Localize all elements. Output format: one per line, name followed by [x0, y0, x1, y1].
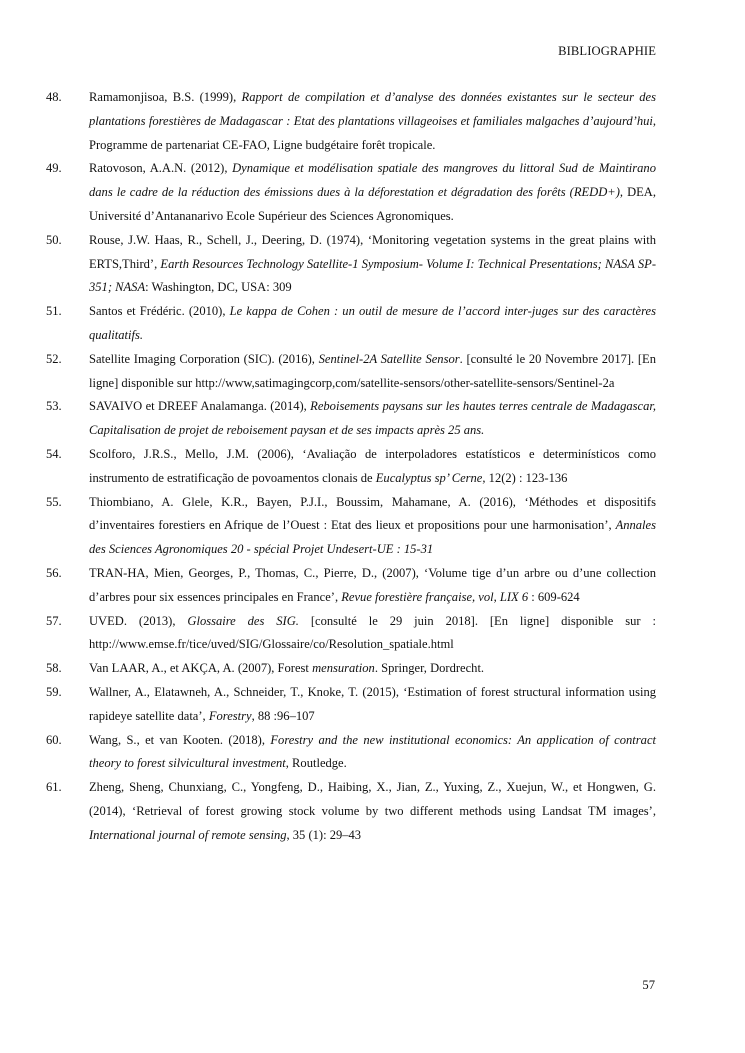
- citation-italic-segment: Reboisements paysans sur les hautes terres centrale de Madagascar, Capitalisation de projet de reboisement paysan et de ses impacts après 25 ans.: [89, 399, 656, 438]
- citation-segment: . [consulté le 20 Novembre 2017]. [En ligne] disponible sur http://www,satimagingcorp,com/satellite-sensors/other-satellite-sensors/Sentinel-2a: [89, 351, 656, 390]
- citation-segment: . Springer, Dordrecht.: [374, 661, 485, 676]
- entry-citation: [89, 657, 656, 681]
- entry-citation: [89, 729, 656, 777]
- citation-segment: Wallner, A., Elatawneh, A., Schneider, T., Knoke, T. (2015), ‘Estimation of forest structural information using rapideye satellite data’,: [89, 684, 656, 723]
- entry-citation: [89, 681, 656, 729]
- citation-segment: Ramamonjisoa, B.S. (1999),: [89, 90, 242, 104]
- citation-italic-segment: International journal of remote sensing: [89, 827, 287, 842]
- citation-italic-segment: Earth Resources Technology Satellite-1 Symposium- Volume I: Technical Presentations; NASA SP-351; NASA: [89, 256, 656, 295]
- entry-citation: [89, 562, 656, 610]
- bibliography-entry: [46, 681, 656, 729]
- citation-segment: Satellite Imaging Corporation (SIC). (2016),: [89, 351, 319, 366]
- bibliography-entry: [46, 610, 656, 658]
- page-number: 57: [642, 978, 655, 992]
- entry-citation: [89, 776, 656, 847]
- entry-number: 61.: [46, 780, 62, 795]
- entry-number: 55.: [46, 494, 62, 509]
- entry-number: 60.: [46, 732, 62, 747]
- entry-citation: [89, 86, 656, 157]
- citation-segment: , Programme de partenariat CE-FAO, Ligne budgétaire forêt tropicale.: [89, 113, 656, 152]
- bibliography-entry: [46, 729, 656, 777]
- bibliography-list: [46, 86, 656, 848]
- bibliography-entry: [46, 776, 656, 847]
- citation-segment: : Washington, DC, USA: 309: [145, 280, 292, 295]
- citation-segment: Scolforo, J.R.S., Mello, J.M. (2006), ‘Avaliação de interpoladores estatísticos e determinísticos como instrumento de estratificação de povoamentos clonais de: [89, 446, 656, 485]
- running-header-title: BIBLIOGRAPHIE: [558, 44, 656, 58]
- citation-segment: TRAN-HA, Mien, Georges, P., Thomas, C., Pierre, D., (2007), ‘Volume tige d’un arbre ou d’une collection d’arbres pour six essences principales en France’,: [89, 565, 656, 604]
- citation-segment: 12(2) : 123-136: [485, 470, 568, 485]
- entry-citation: [89, 348, 656, 396]
- citation-italic-segment: Annales des Sciences Agronomiques 20 - spécial Projet Undesert-UE : 15-31: [89, 518, 656, 557]
- citation-segment: Ratovoson, A.A.N. (2012),: [89, 161, 233, 176]
- bibliography-entry: [46, 657, 656, 681]
- entry-citation: [89, 443, 656, 491]
- bibliography-entry: [46, 491, 656, 562]
- entry-citation: [89, 610, 656, 658]
- citation-segment: [consulté le 29 juin 2018]. [En ligne] disponible sur : http://www.emse.fr/tice/uved/SIG/Glossaire/co/Resolution_spatiale.html: [89, 613, 656, 652]
- citation-italic-segment: mensuration: [312, 661, 375, 676]
- entry-number: 58.: [46, 661, 62, 676]
- entry-number: 49.: [46, 161, 62, 176]
- entry-citation: [89, 300, 656, 348]
- entry-citation: [89, 157, 656, 228]
- citation-italic-segment: Revue forestière française, vol, LIX 6: [341, 589, 529, 604]
- citation-italic-segment: Eucalyptus sp’ Cerne,: [375, 470, 486, 485]
- citation-italic-segment: Dynamique et modélisation spatiale des mangroves du littoral Sud de Maintirano dans le cadre de la réduction des émissions dues à la déforestation et dégradation des forêts (REDD+),: [89, 161, 656, 200]
- citation-segment: : 609-624: [528, 589, 580, 604]
- entry-number: 50.: [46, 232, 62, 247]
- citation-segment: Thiombiano, A. Glele, K.R., Bayen, P.J.I., Boussim, Mahamane, A. (2016), ‘Méthodes et dispositifs d’inventaires forestiers en Afrique de l’Ouest : Etat des lieux et propositions pour une harmonisation’,: [89, 494, 656, 533]
- entry-number: 51.: [46, 304, 62, 319]
- citation-italic-segment: Glossaire des SIG.: [187, 613, 299, 628]
- citation-italic-segment: Forestry: [208, 708, 252, 723]
- citation-segment: Zheng, Sheng, Chunxiang, C., Yongfeng, D., Haibing, X., Jian, Z., Yuxing, Z., Xuejun, W., et Hongwen, G. (2014), ‘Retrieval of forest growing stock volume by two different methods using Landsat TM images’,: [89, 780, 656, 818]
- bibliography-entry: [46, 348, 656, 396]
- entry-number: 56.: [46, 565, 62, 580]
- entry-number: 48.: [46, 90, 62, 104]
- citation-segment: , 88 :96–107: [251, 708, 315, 723]
- entry-number: 54.: [46, 446, 62, 461]
- entry-citation: [89, 395, 656, 443]
- bibliography-entry: [46, 229, 656, 300]
- citation-segment: DEA, Université d’Antananarivo Ecole Supérieur des Sciences Agronomiques.: [89, 185, 656, 223]
- citation-italic-segment: Forestry and the new institutional economics: An application of contract theory to forest silvicultural investment: [89, 732, 656, 771]
- citation-segment: UVED. (2013),: [89, 613, 188, 628]
- entry-citation: [89, 491, 656, 562]
- entry-number: 53.: [46, 399, 62, 414]
- entry-number: 52.: [46, 351, 62, 366]
- citation-italic-segment: Le kappa de Cohen : un outil de mesure de l’accord inter-juges sur des caractères qualitatifs.: [89, 304, 656, 342]
- bibliography-entry: [46, 562, 656, 610]
- citation-italic-segment: Sentinel-2A Satellite Sensor: [318, 351, 460, 366]
- citation-segment: Santos et Frédéric. (2010),: [89, 304, 230, 319]
- citation-segment: Wang, S., et van Kooten. (2018),: [89, 732, 271, 747]
- bibliography-entry: [46, 86, 656, 157]
- citation-segment: SAVAIVO et DREEF Analamanga. (2014),: [89, 399, 311, 414]
- bibliography-entry: [46, 157, 656, 228]
- bibliography-entry: [46, 443, 656, 491]
- entry-citation: [89, 229, 656, 300]
- bibliography-entry: [46, 395, 656, 443]
- citation-italic-segment: Rapport de compilation et d’analyse des données existantes sur le secteur des plantations forestières de Madagascar : Etat des plantations villageoises et familiales malgaches d’aujourd’hui: [89, 90, 656, 128]
- citation-segment: , 35 (1): 29–43: [286, 827, 362, 842]
- citation-segment: Rouse, J.W. Haas, R., Schell, J., Deering, D. (1974), ‘Monitoring vegetation systems in the great plains with ERTS,Third’,: [89, 232, 656, 271]
- entry-number: 57.: [46, 613, 62, 628]
- citation-segment: , Routledge.: [285, 756, 347, 771]
- bibliography-entry: [46, 300, 656, 348]
- citation-segment: Van LAAR, A., et AKÇA, A. (2007), Forest: [89, 661, 313, 676]
- entry-number: 59.: [46, 684, 62, 699]
